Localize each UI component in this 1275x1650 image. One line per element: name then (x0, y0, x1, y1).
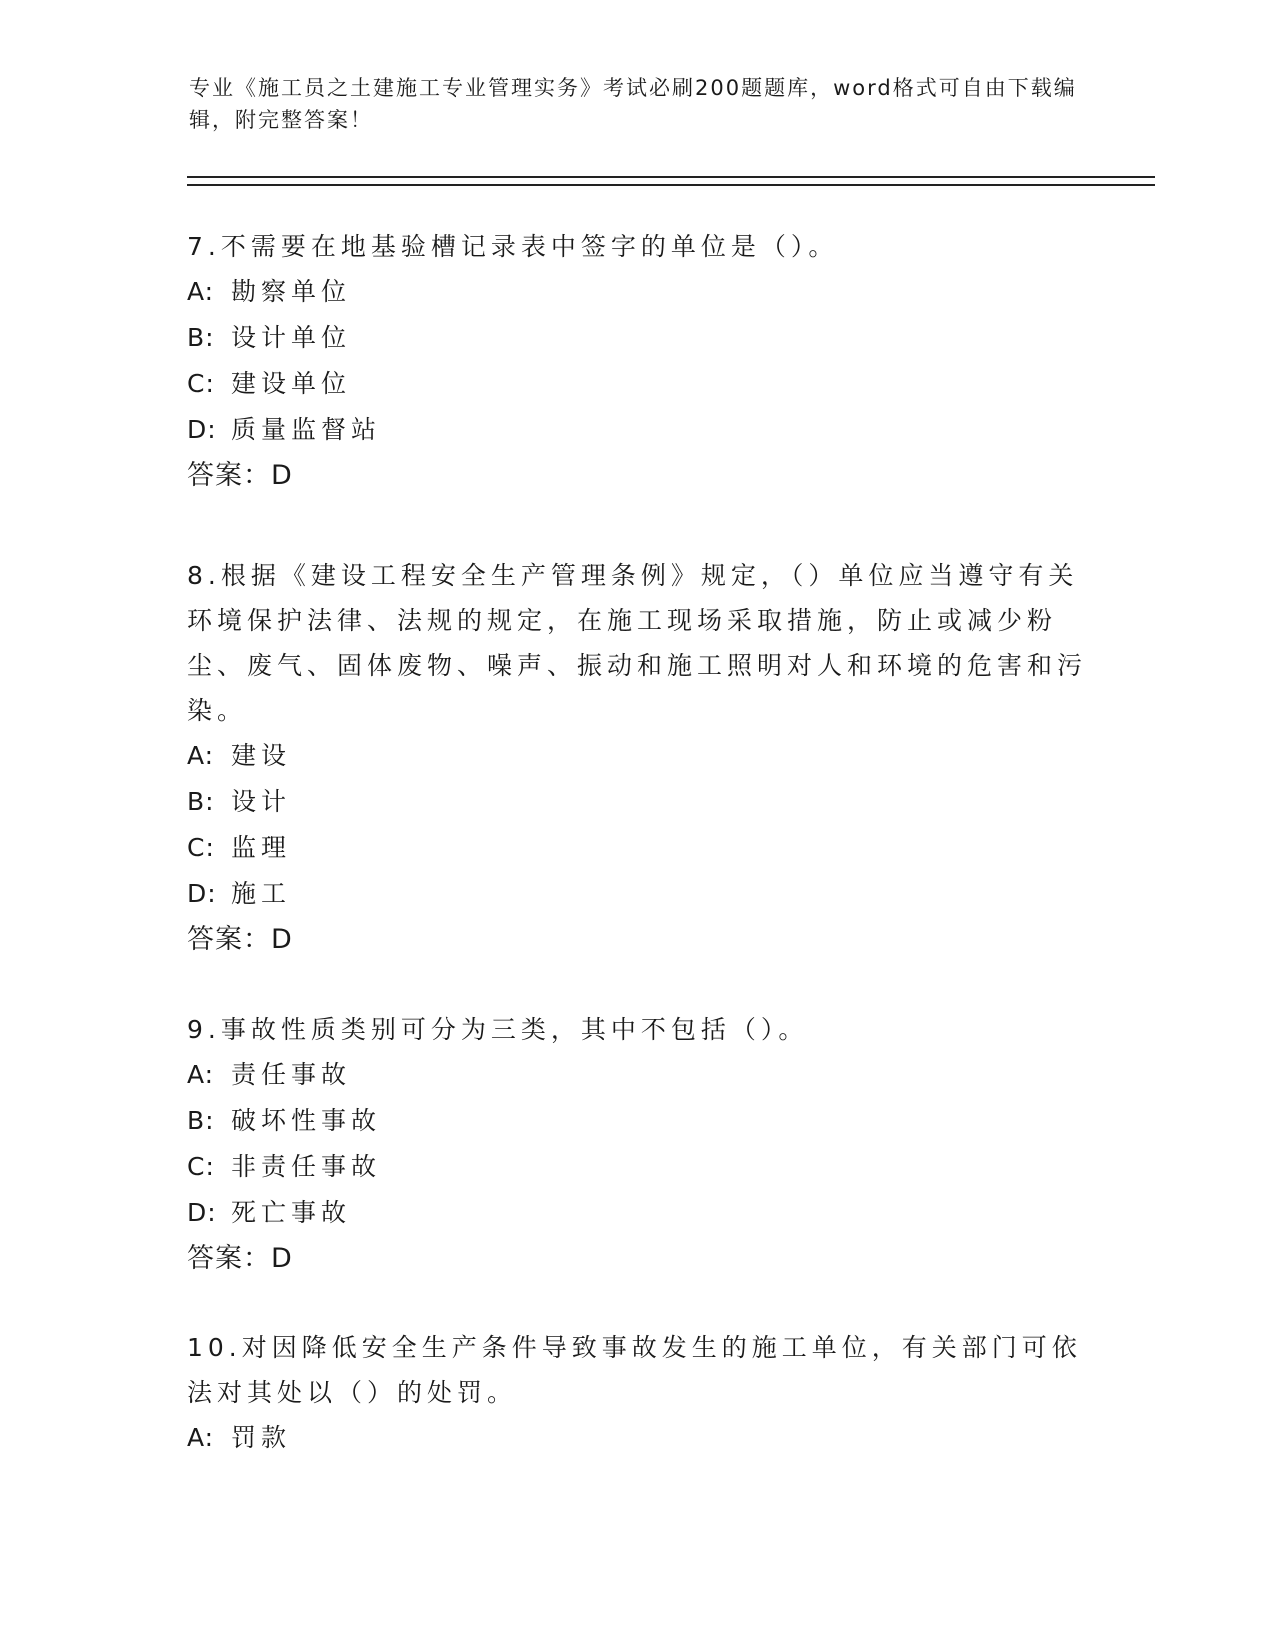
answer: 答案：D (187, 460, 293, 491)
option-text: 质量监督站 (231, 415, 382, 444)
question-stem: 8.根据《建设工程安全生产管理条例》规定，（）单位应当遵守有关环境保护法律、法规的规定，在施工现场采取措施，防止或减少粉尘、废气、固体废物、噪声、振动和施工照明对人和环境的危害和污染。 (187, 561, 1088, 725)
option-a (187, 1415, 1087, 1461)
document-header: 专业《施工员之土建施工专业管理实务》考试必刷200题题库，word格式可自由下载编辑，附完整答案！ (189, 76, 1077, 132)
option-d (187, 871, 1087, 917)
option-text: 建设 (231, 741, 292, 770)
option-d (187, 407, 1087, 453)
answer: 答案：D (187, 1243, 293, 1274)
option-text: 设计单位 (231, 323, 352, 352)
question-stem: 7.不需要在地基验槽记录表中签字的单位是（）。 (187, 232, 839, 261)
option-text: 设计 (231, 787, 292, 816)
option-letter: C: (187, 369, 215, 398)
option-letter: B: (187, 787, 215, 816)
option-text: 建设单位 (231, 369, 352, 398)
option-a (187, 733, 1087, 779)
option-a (187, 269, 1087, 315)
option-text: 罚款 (231, 1423, 292, 1452)
question-9 (187, 1007, 1087, 1282)
option-text: 死亡事故 (231, 1198, 352, 1227)
option-letter: D: (187, 1198, 217, 1227)
option-c (187, 1144, 1087, 1190)
option-letter: A: (187, 741, 215, 770)
option-text: 施工 (231, 879, 292, 908)
option-letter: C: (187, 833, 215, 862)
question-stem: 10.对因降低安全生产条件导致事故发生的施工单位，有关部门可依法对其处以（）的处罚。 (187, 1333, 1082, 1407)
option-a (187, 1052, 1087, 1098)
option-letter: A: (187, 277, 215, 306)
option-c (187, 361, 1087, 407)
option-b (187, 1098, 1087, 1144)
option-letter: A: (187, 1423, 215, 1452)
option-letter: B: (187, 323, 215, 352)
option-text: 监理 (231, 833, 292, 862)
question-8 (187, 553, 1087, 963)
option-b (187, 315, 1087, 361)
question-7 (187, 224, 1087, 499)
answer: 答案：D (187, 924, 293, 955)
option-b (187, 779, 1087, 825)
option-letter: D: (187, 415, 217, 444)
header-divider (187, 176, 1155, 186)
option-d (187, 1190, 1087, 1236)
option-c (187, 825, 1087, 871)
option-letter: C: (187, 1152, 215, 1181)
option-letter: D: (187, 879, 217, 908)
option-text: 非责任事故 (231, 1152, 382, 1181)
option-letter: B: (187, 1106, 215, 1135)
option-text: 责任事故 (231, 1060, 352, 1089)
question-stem: 9.事故性质类别可分为三类，其中不包括（）。 (187, 1015, 809, 1044)
option-text: 破坏性事故 (231, 1106, 382, 1135)
question-10 (187, 1325, 1087, 1461)
option-letter: A: (187, 1060, 215, 1089)
option-text: 勘察单位 (231, 277, 352, 306)
